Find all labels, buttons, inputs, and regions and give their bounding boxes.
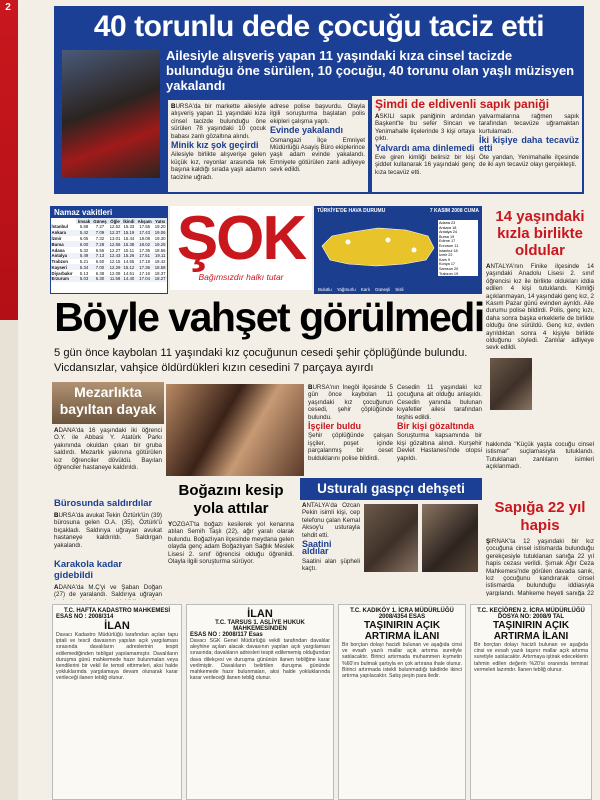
mezarlikta-title: Mezarlıkta bayıltan dayak xyxy=(59,384,157,417)
prayer-time: 6.30 xyxy=(95,276,105,282)
suspect-photo-2 xyxy=(422,504,478,572)
prayer-time: 5.34 xyxy=(79,264,89,270)
prayer-times-box xyxy=(50,206,168,294)
prayer-time: 7.32 xyxy=(95,235,105,241)
prayer-time: 7.00 xyxy=(95,264,105,270)
prayer-time: 17.36 xyxy=(139,264,151,270)
top-subhead: Ailesiyle alışveriş yapan 11 yaşındaki kıza cinsel tacizde bulunduğu öne sürülen, 10 çocuğu, 40 torunu olan yaşlı müzisyen yakalandı xyxy=(166,48,575,93)
minik-title: Minik kız şok geçirdi xyxy=(171,140,259,151)
prayer-city: Bursa xyxy=(51,241,64,247)
prayer-city: İstanbul xyxy=(51,224,68,230)
prayer-time: 5.58 xyxy=(79,224,89,230)
prayer-time: 5.13 xyxy=(79,270,89,276)
prayer-time: 18.56 xyxy=(154,247,166,253)
main-subhead: 5 gün önce kaybolan 11 yaşındaki kız çocuğunun cesedi şehir çöplüğünde bulundu. Vicdansızlar, vahşice öldürdükleri kızın cesedini 7 parçaya ayırdı xyxy=(54,347,468,374)
prayer-time: 6.38 xyxy=(95,270,105,276)
prayer-time: 13.01 xyxy=(109,235,121,241)
prayer-time: 17.16 xyxy=(139,270,151,276)
weather-legend-item: Karlı xyxy=(360,287,370,292)
prayer-time: 14.51 xyxy=(123,270,135,276)
prayer-city: Diyarbakır xyxy=(51,270,73,276)
prayer-time: 6.05 xyxy=(79,235,89,241)
main-headline: Böyle vahşet görülmedi xyxy=(54,294,484,340)
weather-legend-item: Sisli xyxy=(395,287,404,292)
prayer-time: 19.20 xyxy=(154,224,166,230)
isciler-title: İşçiler buldu xyxy=(308,421,362,432)
usturali-title: Usturalı gaspçı dehşeti xyxy=(300,478,482,500)
prayer-col-header: İkindi xyxy=(123,218,135,224)
prayer-time: 15.26 xyxy=(123,253,135,259)
musician-photo xyxy=(62,50,160,178)
weather-title: TÜRKİYE'DE HAVA DURUMU xyxy=(317,208,386,214)
prayer-time: 17.43 xyxy=(139,230,151,236)
prayer-time: 12.37 xyxy=(109,230,121,236)
prayer-time: 6.50 xyxy=(95,259,105,265)
turkey-map xyxy=(318,218,436,276)
prayer-row xyxy=(51,270,167,276)
prayer-time: 14.40 xyxy=(123,276,135,282)
saatini-title: Saatini aldılar xyxy=(302,539,332,557)
prayer-city: Adana xyxy=(51,247,65,253)
left-column: Mezarlıkta bayıltan dayak ADANA'da 16 yaşındaki iki öğrenci O.Y. ile Abbasi Y. Atatürk Parkı yakınında okuldan çıkan bir gruba saldırdı. Mezarlık yakınına götürülen kız öğrenciler dövüldü. Bayılan öğrenciler hastaneye kaldırıldı. Bürosunda saldırdılar BURSA'da avukat Tekin Öztürk'ün (39) bürosuna gelen O.A. (35), Öztürk'ü bıçakladı. Saldırıya uğrayan avukat hastaneye kaldırıldı. Saldırgan yakalandı. Karakola kadar gidebildi ADANA'da M.Ç'yi ve Şaban Doğan (27) de yaralandı. Saldırıya uğrayan xyxy=(54,384,162,599)
burosunda-title: Bürosunda saldırdılar xyxy=(54,498,153,509)
prayer-time: 7.13 xyxy=(95,253,105,259)
prayer-time: 12.08 xyxy=(109,270,121,276)
suspect-photo-right xyxy=(490,358,532,410)
prayer-time: 12.29 xyxy=(109,264,121,270)
prayer-city: Ankara xyxy=(51,230,67,236)
prayer-time: 19.25 xyxy=(154,241,166,247)
simdi-title: Şimdi de eldivenli sapık paniği xyxy=(375,97,550,111)
prayer-time: 18.37 xyxy=(154,270,166,276)
prayer-time: 15.19 xyxy=(123,230,135,236)
prayer-time: 7.09 xyxy=(95,230,105,236)
evinde-title: Evinde yakalandı xyxy=(270,125,344,136)
top-story-text: BURSA'da bir markette ailesiyle alışveriş yapan 11 yaşındaki kıza cinsel tacizde bulunduğu öne sürülen 78 yaşındaki 10 çocuk babası zanlı gözaltına alındı. Minik kız şok geçirdi Ailesiyle birlikte alışverişe gelen küçük kız, reyonlar arasında tek başına kaldığı sırada yaşlı adamın tacizine uğradı. adrese polise başvurdu. Olayla ilgili soruşturma başlatan polis ekipleri çalışma yaptı. Evinde yakalandı Osmangazi İlçe Emniyet Müdürlüğü Asayiş Büro ekiplerince yaşlı adam evinde yakalandı. Emniyete götürülen zanlı adliyeye sevk edildi. xyxy=(168,100,368,192)
prayer-time: 12.56 xyxy=(109,241,121,247)
prayer-time: 18.27 xyxy=(154,276,166,282)
prayer-col-header: Öğle xyxy=(108,218,122,224)
right-column: 14 yaşındaki kızla birlikte oldular ANTALYA'nın Finike ilçesinde 14 yaşındaki Anadolu Lisesi 2. sınıf öğrencisi kız ile birlikte oldukları iddia edilen 4 kişi tutuklandı. Kimliği açıklanmayan, 14 yaşındaki genç kız, 2 Kasım Pazar günü evinden ayrıldı. Aile durumu polise bildirdi. Polis, genç kızı, daha sonra başka erkeklerle de birlikte olduğu öne sürüldü. Genç kız, evden ayrıldıktan sonra 4 kişiyle birlikte olduğunu söyledi. Zanlılar adliyeye sevk edildi. hakkında "Küçük yaşta cocuğu cinsel istismar" suçlamasıyla tutuklandı. Tutuklanan zanlıların isimleri açıklanmadı. Sapığa 22 yıl hapis ŞIRNAK'ta 12 yaşındaki bir kız çocuğuna cinsel istismarda bulunduğu gerekçesiyle tutuklanan sanığa 22 yıl hapis cezası verildi. Şırnak Ağır Ceza Mahkemesi'nde görülen davada sanık, kız çocuğunu kandırarak cinsel istismarda bulunduğu iddiasıyla yargılandı. Mahkeme heyeti sanığa 22 xyxy=(484,204,596,596)
page-number: 2 xyxy=(0,0,16,16)
mezarlikta-box xyxy=(52,382,164,424)
kizla-title: 14 yaşındaki kızla birlikte oldular xyxy=(495,208,585,259)
prayer-time: 15.44 xyxy=(123,235,135,241)
prayer-time: 18.58 xyxy=(154,264,166,270)
bogazini-title: Boğazını kesip yola attılar xyxy=(178,482,284,517)
prayer-time: 17.36 xyxy=(139,247,151,253)
weather-legend-item: Güneşli xyxy=(374,287,391,292)
prayer-time: 17.04 xyxy=(139,276,151,282)
prayer-time: 5.21 xyxy=(79,259,89,265)
gozalti-title: Bir kişi gözaltında xyxy=(397,421,475,432)
prayer-time: 5.42 xyxy=(79,230,89,236)
usturali-box: Usturalı gaspçı dehşeti ANTALYA'da Ozcan Pekin isimli kişi, cep telefonu çalan Kemal Aksoy'u usturayla tehdit etti. Saatini aldılar Saatini alan şüpheli kaçtı. xyxy=(300,478,482,600)
prayer-time: 5.49 xyxy=(79,253,89,259)
suspect-photo-1 xyxy=(364,504,418,572)
legal-notices xyxy=(52,604,596,800)
iki-kisi-title: İki kişiye daha tecavüz etti xyxy=(479,135,579,153)
prayer-time: 6.00 xyxy=(79,241,89,247)
sok-logo xyxy=(170,206,312,290)
kizla-text: ANTALYA'nın Finike ilçesinde 14 yaşındaki Anadolu Lisesi 2. sınıf öğrencisi kız ile birlikte oldukları iddia edilen 4 kişi tutuklandı. Kimliği açıklanmayan, 14 yaşındaki genç kız, 2 Kasım Pazar günü evinden ayrıldı. Aile durumu polise bildirdi. Polis, genç kızı, daha sonra başka erkeklerle de birlikte olduğu öne sürüldü. Genç kız, evden ayrıldıktan sonra 4 kişiyle birlikte olduğunu söyledi. Zanlılar adliyeye sevk edildi. xyxy=(486,263,594,352)
prayer-time: 12.52 xyxy=(109,224,121,230)
prayer-time: 15.12 xyxy=(123,264,135,270)
prayer-time: 7.28 xyxy=(95,241,105,247)
yalvardi-title: Yalvardı ama dinlemedi xyxy=(375,142,475,153)
cloud-icon xyxy=(386,238,391,243)
karakola-title: Karakola kadar gidebildi xyxy=(54,559,123,581)
prayer-time: 15.33 xyxy=(123,224,135,230)
prayer-city: Erzurum xyxy=(51,276,69,282)
prayer-time: 18.02 xyxy=(139,241,151,247)
prayer-col-header: Güneş xyxy=(93,218,107,224)
prayer-city: Kayseri xyxy=(51,264,68,270)
eldivenli-box: Şimdi de eldivenli sapık paniği ASKILI sapık paniğinin ardından Başkent'te bu sefer Sincan ve Yenimahalle ilçelerinde 3 kişi ortaya çıktı. Yalvardı ama dinlemedi Eve giren kimliği belirsiz bir kişi şiddet kullanarak 16 yaşındaki genç kıza tecavüz etti. yalvarmalarına rağmen sapık tarafından tecavüze uğramaktan kurtulamadı. İki kişiye daha tecavüz etti Öte yandan, Yenimahalle ilçesinde de iki ayrı tecavüz olayı gerçekleşti. xyxy=(372,96,582,192)
prayer-time: 12.15 xyxy=(109,259,121,265)
logo-text: ŞOK xyxy=(176,206,306,273)
prayer-row xyxy=(51,276,167,282)
legal-notice-2: İLAN T.C. TARSUS 1. ASLİYE HUKUK MAHKEMESİNDEN ESAS NO : 2008/117 Esas Davacı SGK Genel Müdürlüğü vekili tarafından davalılar aleyhine açılan alacak davasının yapılan açık yargılaması sırasında; davalıların adresleri tespit edilememiş olduğundan dava dilekçesi ve duruşma gününün ilanen tebliğine karar verilmiştir. Davalıların belirtilen duruşma gününde mahkemede hazır bulunmaları, aksi halde yokluklarında karar verileceği ilanen tebliğ olunur. xyxy=(186,604,334,800)
legal-notice-3: T.C. KADIKÖY 1. İCRA MÜDÜRLÜĞÜ 2008/4354 ESAS TAŞINIRIN AÇIK ARTIRMA İLANI Bir borçtan dolayı hacizli bulunan ve aşağıda cinsi ve evsafı yazılı mallar açık artırma suretiyle satılacaktır. Birinci artırmada muhammen kıymetin %60'ını bulmak şartıyla en çok artırana ihale olunur. Birinci artırmada istekli bulunmadığı takdirde ikinci artırma yapılacaktır. Satış peşin para iledir. xyxy=(338,604,466,800)
rain-icon xyxy=(412,248,417,253)
weather-city-list: Adana 23 Ankara 18 Antalya 24 Bursa 19 Edirne 17 Erzurum 11 İstanbul 18 İzmir 22 Kars 9 Konya 17 Samsun 20 Trabzon 19 xyxy=(438,220,478,276)
left-page-strip xyxy=(0,0,18,800)
prayer-time: 5.32 xyxy=(79,247,89,253)
weather-legend-item: Bulutlu xyxy=(318,287,332,292)
prayer-col-header: İmsak xyxy=(77,218,91,224)
sapiga-title: Sapığa 22 yıl hapis xyxy=(494,499,586,534)
weather-date: 7 KASIM 2008 CUMA xyxy=(429,208,479,214)
prayer-col-header: Akşam xyxy=(137,218,152,224)
prayer-time: 18.42 xyxy=(154,259,166,265)
prayer-city: Antalya xyxy=(51,253,68,259)
prayer-time: 17.18 xyxy=(139,259,151,265)
prayer-time: 12.27 xyxy=(109,247,121,253)
sun-icon xyxy=(346,240,351,245)
victim-photo xyxy=(166,384,304,476)
sapiga-text: ŞIRNAK'ta 12 yaşındaki bir kız çocuğuna cinsel istismarda bulunduğu gerekçesiyle tutuklanan sanığa 22 yıl hapis cezası verildi. Şırnak Ağır Ceza Mahkemesi'nde görülen davada sanık, kız çocuğunu kandırarak cinsel istismarda bulunduğu iddiasıyla yargılandı. Mahkeme heyeti sanığa 22 xyxy=(486,538,594,596)
prayer-time: 11.58 xyxy=(109,276,121,282)
prayer-times-title: Namaz vakitleri xyxy=(51,207,167,218)
weather-box xyxy=(314,206,482,294)
prayer-time: 7.27 xyxy=(95,224,105,230)
prayer-time: 17.51 xyxy=(139,253,151,259)
prayer-time: 12.43 xyxy=(109,253,121,259)
weather-legend-item: Yağmurlu xyxy=(336,287,356,292)
prayer-col-header: Yatsı xyxy=(155,218,166,224)
prayer-time: 15.11 xyxy=(123,247,135,253)
top-headline: 40 torunlu dede çocuğu taciz etti xyxy=(93,10,545,43)
prayer-time: 5.03 xyxy=(79,276,89,282)
prayer-time: 17.56 xyxy=(139,224,151,230)
legal-notice-1: T.C. HAFTA KADASTRO MAHKEMESİ ESAS NO : 2008/314 İLAN Davacı Kadastro Müdürlüğü tarafından açılan tapu iptali ve tescil davasının yapılan açık yargılaması sırasında davalıların adreslerinin tespit edilemediğinden tebligat yapılamamıştır. Davalıların duruşma günü mahkemede hazır bulunmaları veya kendilerini bir vekil ile temsil ettirmeleri, aksi halde yokluklarında yargılamaya devam olunarak karar verileceği ilanen tebliğ olunur. xyxy=(52,604,182,800)
main-story-text: BURSA'nın İnegöl ilçesinde 5 gün önce kaybolan 11 yaşındaki kız çocuğunun cesedi, şehir çöplüğünde bulundu. İşçiler buldu Şehir çöplüğünde çalışan işçiler, poşet içinde parçalanmış bir ceset bulduklarını polise bildirdi. Cesedin 11 yaşındaki kız çocuğuna ait olduğu anlaşıldı. Cesedin yanında bulunan kıyafetler ailesi tarafından teşhis edildi. Bir kişi gözaltında Soruşturma kapsamında bir kişi gözaltına alındı. Kurşehir Devlet Hastanesi'nde otopsi yapıldı. xyxy=(308,384,482,462)
legal-notice-4: T.C. KEÇİÖREN 2. İCRA MÜDÜRLÜĞÜ DOSYA NO: 2008/9 TAL TAŞINIRIN AÇIK ARTIRMA İLANI Bir borçtan dolayı hacizli bulunan ve aşağıda cinsi ve evsafı yazılı taşınır mallar açık artırma suretiyle satılacaktır. Artırmaya iştirak edeceklerin tahmin edilen değerin %20'si oranında teminat vermeleri lazımdır. İlanen tebliğ olunur. xyxy=(470,604,592,800)
prayer-time: 19.30 xyxy=(154,235,166,241)
prayer-times-table xyxy=(51,218,167,282)
prayer-time: 19.06 xyxy=(154,230,166,236)
bogazini-box: Boğazını kesip yola attılar YOZGAT'ta boğazı kesilerek yol kenarına atılan Semih Taşlı (22), ağır yaralı olarak bulundu. Boğazlıyan ilçesinde meydana gelen olayda genç adam Boğazlıyan Sağlık Meslek Lisesi 2. sınıf öğrencisi olduğu öğrenildi. Olayla ilgili soruşturma sürüyor. xyxy=(166,478,296,600)
prayer-time: 14.55 xyxy=(123,259,135,265)
logo-slogan: Bağımsızdır halkı tutar xyxy=(198,272,284,282)
prayer-city: Trabzon xyxy=(51,259,68,265)
prayer-time: 15.38 xyxy=(123,241,135,247)
newspaper-page xyxy=(18,0,600,800)
prayer-time: 19.11 xyxy=(154,253,166,259)
prayer-time: 18.08 xyxy=(139,235,151,241)
prayer-time: 6.56 xyxy=(95,247,105,253)
prayer-city: İzmir xyxy=(51,235,62,241)
